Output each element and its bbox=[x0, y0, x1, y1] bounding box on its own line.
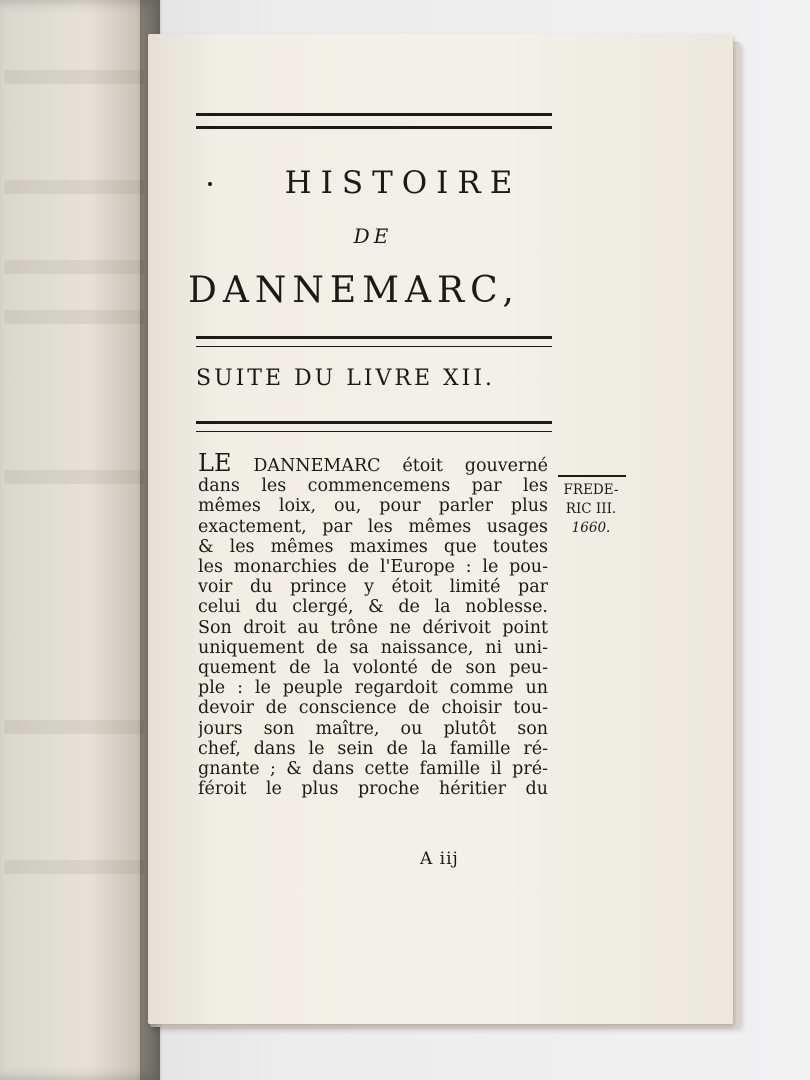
body-line: voir du prince y étoit limité par bbox=[198, 577, 548, 598]
body-line: chef, dans le sein de la famille ré- bbox=[198, 738, 548, 759]
section-heading: SUITE DU LIVRE XII. bbox=[196, 366, 496, 391]
body-line: féroit le plus proche héritier du bbox=[198, 779, 548, 800]
body-paragraph bbox=[198, 453, 548, 799]
bleed-through-text bbox=[4, 720, 144, 734]
first-line-text: DANNEMARC étoit gouverné bbox=[231, 456, 548, 476]
body-line: & les mêmes maximes que toutes bbox=[198, 536, 548, 557]
body-line: mêmes loix, ou, pour parler plus bbox=[198, 496, 548, 517]
book-page bbox=[148, 34, 733, 1024]
bleed-through-text bbox=[4, 310, 144, 324]
body-line: devoir de conscience de choisir tou- bbox=[198, 698, 548, 719]
title-dannemarc: DANNEMARC, bbox=[188, 270, 520, 311]
body-line: ple : le peuple regardoit comme un bbox=[198, 678, 548, 699]
lower-double-rule bbox=[196, 421, 552, 432]
body-line: dans les commencemens par les bbox=[198, 476, 548, 497]
title-histoire: HISTOIRE bbox=[284, 165, 522, 201]
body-line-first bbox=[198, 453, 548, 476]
title-de: DE bbox=[353, 224, 393, 248]
bleed-through-text bbox=[4, 260, 144, 274]
bleed-through-text bbox=[4, 180, 144, 194]
facing-page bbox=[0, 0, 160, 1080]
bleed-through-text bbox=[4, 70, 144, 84]
drop-capital: LE bbox=[198, 453, 232, 477]
body-line: les monarchies de l'Europe : le pou- bbox=[198, 557, 548, 578]
bleed-through-text bbox=[4, 470, 144, 484]
body-line: celui du clergé, & de la noblesse. bbox=[198, 597, 548, 618]
margin-note bbox=[556, 471, 626, 538]
body-line: jours son maître, ou plutôt son bbox=[198, 718, 548, 739]
signature-mark: A iij bbox=[420, 849, 459, 869]
top-double-rule bbox=[196, 113, 552, 129]
margin-note-name-2: RIC III. bbox=[565, 501, 617, 517]
body-line: gnante ; & dans cette famille il pré- bbox=[198, 759, 548, 780]
margin-note-year: 1660. bbox=[571, 520, 611, 536]
bleed-through-text bbox=[4, 860, 144, 874]
body-line: exactement, par les mêmes usages bbox=[198, 516, 548, 537]
body-line: quement de la volonté de son peu- bbox=[198, 658, 548, 679]
body-line: Son droit au trône ne dérivoit point bbox=[198, 617, 548, 638]
body-line: uniquement de sa naissance, ni uni- bbox=[198, 637, 548, 658]
margin-note-name-1: FREDE- bbox=[563, 482, 619, 498]
middle-double-rule bbox=[196, 336, 552, 347]
